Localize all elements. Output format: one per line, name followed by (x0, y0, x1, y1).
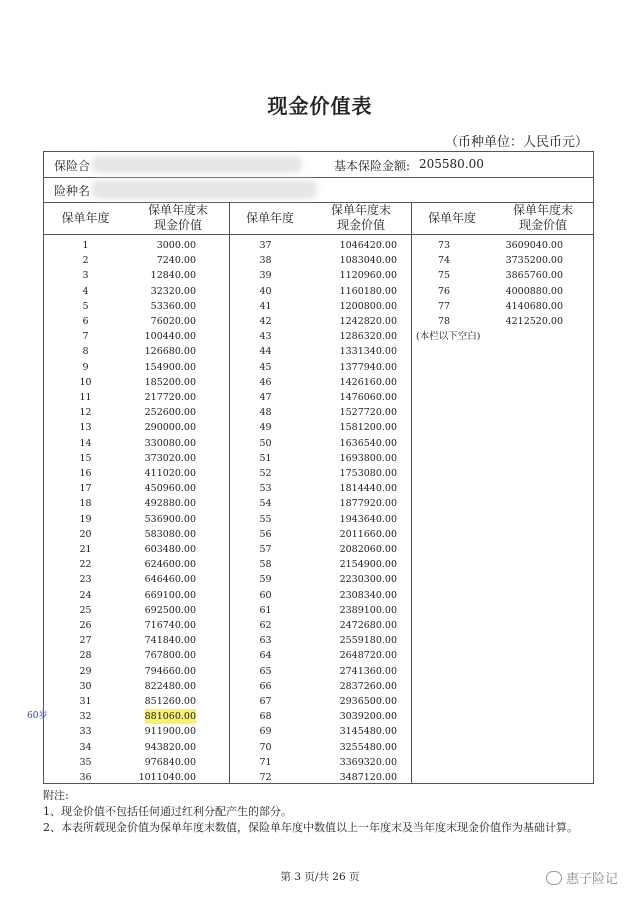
cash-value: 536900.00 (144, 513, 196, 525)
cash-value: 943820.00 (144, 741, 196, 753)
cash-value: 252600.00 (144, 407, 196, 419)
cash-value: 1377940.00 (339, 361, 397, 373)
policy-year: 24 (79, 589, 92, 601)
cash-value: 3000.00 (156, 240, 196, 251)
cash-value: 1527720.00 (339, 407, 397, 419)
cash-value: 851260.00 (144, 696, 196, 707)
cash-value: 1046420.00 (339, 240, 397, 251)
policy-year: 63 (259, 635, 272, 647)
cash-value: 1242820.00 (339, 316, 397, 327)
cash-value: 3609040.00 (505, 240, 563, 251)
cash-value: 76020.00 (150, 316, 196, 327)
policy-year: 70 (259, 741, 272, 753)
policy-year: 68 (259, 711, 272, 723)
cash-value: 100440.00 (144, 331, 196, 343)
policy-year: 61 (259, 604, 272, 616)
cash-value: 2472680.00 (339, 620, 397, 631)
policy-year: 41 (259, 300, 272, 312)
policy-year: 21 (79, 544, 92, 555)
cash-value: 1581200.00 (339, 422, 397, 434)
policy-year: 28 (79, 650, 92, 662)
cash-value: 2082060.00 (339, 544, 397, 555)
cash-value: 911900.00 (144, 726, 196, 738)
policy-year: 12 (79, 407, 92, 419)
cash-value: 1877920.00 (339, 498, 397, 510)
policy-year: 76 (437, 285, 451, 297)
watermark-text: 惠子险记 (565, 872, 618, 887)
policy-year: 13 (79, 422, 92, 434)
sum-assured-label: 基本保险金额: (334, 159, 411, 173)
policy-year: 33 (79, 726, 92, 738)
col-header-year-1: 保单年度 (61, 210, 110, 225)
policy-year: 5 (82, 300, 89, 312)
policy-year: 49 (259, 422, 272, 434)
policy-year: 3 (82, 270, 89, 282)
policy-year: 37 (259, 240, 272, 251)
cash-value: 4000880.00 (505, 285, 563, 297)
age-annotation: 60岁 (27, 711, 48, 722)
cash-value: 2154900.00 (339, 559, 397, 571)
policy-year: 69 (259, 726, 272, 738)
redacted-product-name (92, 180, 317, 199)
policy-year: 34 (79, 741, 92, 753)
cash-value: 3369320.00 (339, 756, 397, 768)
policy-year: 31 (79, 696, 92, 707)
cash-value: 126680.00 (144, 346, 196, 358)
cash-value: 330080.00 (144, 437, 196, 449)
cash-value: 3865760.00 (505, 270, 563, 282)
policy-year: 66 (259, 680, 272, 692)
cash-value: 669100.00 (144, 589, 196, 601)
policy-year: 8 (82, 346, 89, 358)
policy-year: 44 (259, 346, 272, 358)
cash-value: 583080.00 (144, 528, 196, 540)
policy-year: 62 (259, 620, 272, 631)
cash-value: 624600.00 (144, 559, 196, 571)
policy-year: 9 (82, 361, 89, 373)
column-header-row (44, 202, 593, 235)
data-column-2 (230, 235, 411, 784)
policy-year: 67 (259, 696, 272, 707)
policy-year: 52 (259, 468, 272, 479)
cash-value: 3039200.00 (339, 711, 397, 723)
col-header-value-1: 保单年度末 现金价值 (147, 203, 208, 232)
policy-year: 65 (259, 665, 272, 677)
policy-year: 55 (259, 513, 272, 525)
cash-value: 2648720.00 (339, 650, 397, 662)
policy-year: 75 (437, 270, 451, 282)
cash-value: 2837260.00 (339, 680, 397, 692)
cash-value: 1286320.00 (339, 331, 397, 343)
notes-title: 附注: (43, 789, 69, 802)
policy-year: 25 (79, 604, 92, 616)
policy-year: 6 (82, 316, 89, 327)
policy-year: 26 (79, 620, 92, 631)
policy-year: 14 (79, 437, 92, 449)
policy-year: 38 (259, 255, 272, 267)
notes (43, 788, 578, 836)
cash-value: 794660.00 (144, 665, 196, 677)
policy-year: 78 (437, 316, 451, 327)
cash-value: 2308340.00 (339, 589, 397, 601)
cash-value: 185200.00 (144, 376, 196, 388)
policy-year: 51 (259, 452, 272, 464)
policy-year: 27 (79, 635, 92, 647)
policy-year: 15 (79, 452, 92, 464)
cash-value: 976840.00 (144, 756, 196, 768)
cash-value: 3255480.00 (339, 741, 397, 753)
cash-value: 3487120.00 (339, 772, 397, 783)
cash-value: 3145480.00 (339, 726, 397, 738)
cash-value: 2936500.00 (339, 696, 397, 707)
cash-value: 2230300.00 (339, 574, 397, 586)
cash-value: 822480.00 (144, 680, 196, 692)
cash-value: 12840.00 (150, 270, 196, 282)
cash-value: 2389100.00 (339, 604, 397, 616)
cash-value: 741840.00 (144, 635, 196, 647)
policy-year: 19 (79, 513, 92, 525)
policy-year: 57 (259, 544, 272, 555)
cash-value: 1160180.00 (339, 285, 397, 297)
sum-assured-value: 205580.00 (419, 157, 484, 171)
cash-value: 1011040.00 (138, 772, 196, 783)
policy-year: 39 (259, 270, 272, 282)
col-header-year-2: 保单年度 (245, 210, 294, 225)
cash-value: 1693800.00 (339, 452, 397, 464)
policy-year: 7 (82, 331, 89, 343)
page-footer: 第 3 页/共 26 页 (280, 871, 360, 883)
policy-year: 46 (259, 376, 272, 388)
policy-year: 32 (79, 711, 92, 723)
cash-value: 450960.00 (144, 483, 196, 495)
policy-year: 42 (259, 316, 272, 327)
cash-value: 603480.00 (144, 544, 196, 555)
cash-value: 2741360.00 (339, 665, 397, 677)
data-column-3 (412, 235, 593, 784)
policy-year: 54 (259, 498, 272, 510)
cash-value: 1200800.00 (339, 300, 397, 312)
policy-year: 10 (79, 376, 92, 388)
policy-year: 56 (259, 528, 272, 540)
policy-year: 1 (82, 240, 89, 251)
cash-value: 1476060.00 (339, 392, 397, 403)
product-label: 险种名 (54, 184, 91, 198)
policy-year: 53 (259, 483, 272, 495)
policy-year: 20 (79, 528, 92, 540)
policy-year: 77 (437, 300, 451, 312)
cash-value: 290000.00 (144, 422, 196, 434)
cash-value-table (27, 151, 594, 784)
cash-value: 692500.00 (144, 604, 196, 616)
policy-year: 40 (259, 285, 272, 297)
policy-year: 48 (259, 407, 272, 419)
policy-year: 4 (82, 285, 89, 297)
watermark (546, 868, 618, 887)
policy-year: 64 (259, 650, 272, 662)
policy-year: 36 (79, 772, 92, 783)
policy-year: 47 (259, 392, 272, 403)
policy-year: 30 (79, 680, 92, 692)
cash-value: 2011660.00 (339, 528, 397, 540)
policy-row (44, 152, 593, 178)
policy-year: 16 (79, 468, 92, 479)
cash-value: 1943640.00 (339, 513, 397, 525)
page-title: 现金价值表 (267, 94, 373, 118)
note-1: 1、现金价值不包括任何通过红利分配产生的部分。 (43, 805, 292, 818)
policy-year: 17 (79, 483, 92, 495)
policy-year: 43 (259, 331, 272, 343)
col-header-year-3: 保单年度 (427, 210, 476, 225)
cash-value: 1426160.00 (339, 376, 397, 388)
col-header-value-3: 保单年度末 现金价值 (512, 203, 573, 232)
cash-value: 1814440.00 (339, 483, 397, 495)
policy-year: 71 (259, 756, 272, 768)
wechat-icon (546, 871, 562, 885)
policy-label: 保险合 (54, 159, 91, 173)
cash-value: 1331340.00 (339, 346, 397, 358)
cash-value: 53360.00 (150, 300, 196, 312)
cash-value: 7240.00 (156, 255, 196, 267)
blank-below-note: (本栏以下空白) (416, 331, 481, 343)
cash-value: 1636540.00 (339, 437, 397, 449)
cash-value: 3735200.00 (505, 255, 563, 267)
policy-year: 11 (79, 392, 92, 403)
policy-year: 72 (259, 772, 272, 783)
policy-year: 60 (259, 589, 272, 601)
cash-value: 1753080.00 (339, 468, 397, 479)
policy-year: 73 (437, 240, 451, 251)
policy-year: 59 (259, 574, 272, 586)
currency-unit: （币种单位：人民币元） (444, 135, 588, 150)
cash-value: 154900.00 (144, 361, 196, 373)
data-column-1 (27, 235, 229, 784)
policy-year: 18 (79, 498, 92, 510)
cash-value: 32320.00 (150, 285, 196, 297)
col-header-value-2: 保单年度末 现金价值 (330, 203, 391, 232)
cash-value: 492880.00 (144, 498, 196, 510)
policy-year: 74 (437, 255, 451, 267)
policy-year: 22 (79, 559, 92, 571)
policy-year: 35 (79, 756, 92, 768)
cash-value: 411020.00 (144, 468, 196, 479)
product-row (44, 177, 593, 203)
cash-value: 2559180.00 (339, 635, 397, 647)
note-2: 2、本表所载现金价值为保单年度末数值，保险单年度中数值以上一年度末及当年度末现金价值作为基础计算。 (43, 821, 578, 834)
policy-year: 2 (82, 255, 89, 267)
cash-value: 881060.00 (145, 709, 196, 724)
policy-year: 29 (79, 665, 92, 677)
policy-year: 23 (79, 574, 92, 586)
policy-year: 50 (259, 437, 272, 449)
cash-value: 767800.00 (144, 650, 196, 662)
cash-value: 716740.00 (144, 620, 196, 631)
cash-value: 646460.00 (144, 574, 196, 586)
redacted-policy-number (92, 156, 302, 173)
cash-value: 1120960.00 (339, 270, 397, 282)
cash-value: 4140680.00 (505, 300, 563, 312)
policy-year: 45 (259, 361, 272, 373)
cash-value: 373020.00 (144, 452, 196, 464)
cash-value: 217720.00 (144, 392, 196, 403)
policy-year: 58 (259, 559, 272, 571)
cash-value: 1083040.00 (339, 255, 397, 267)
cash-value: 4212520.00 (505, 316, 563, 327)
